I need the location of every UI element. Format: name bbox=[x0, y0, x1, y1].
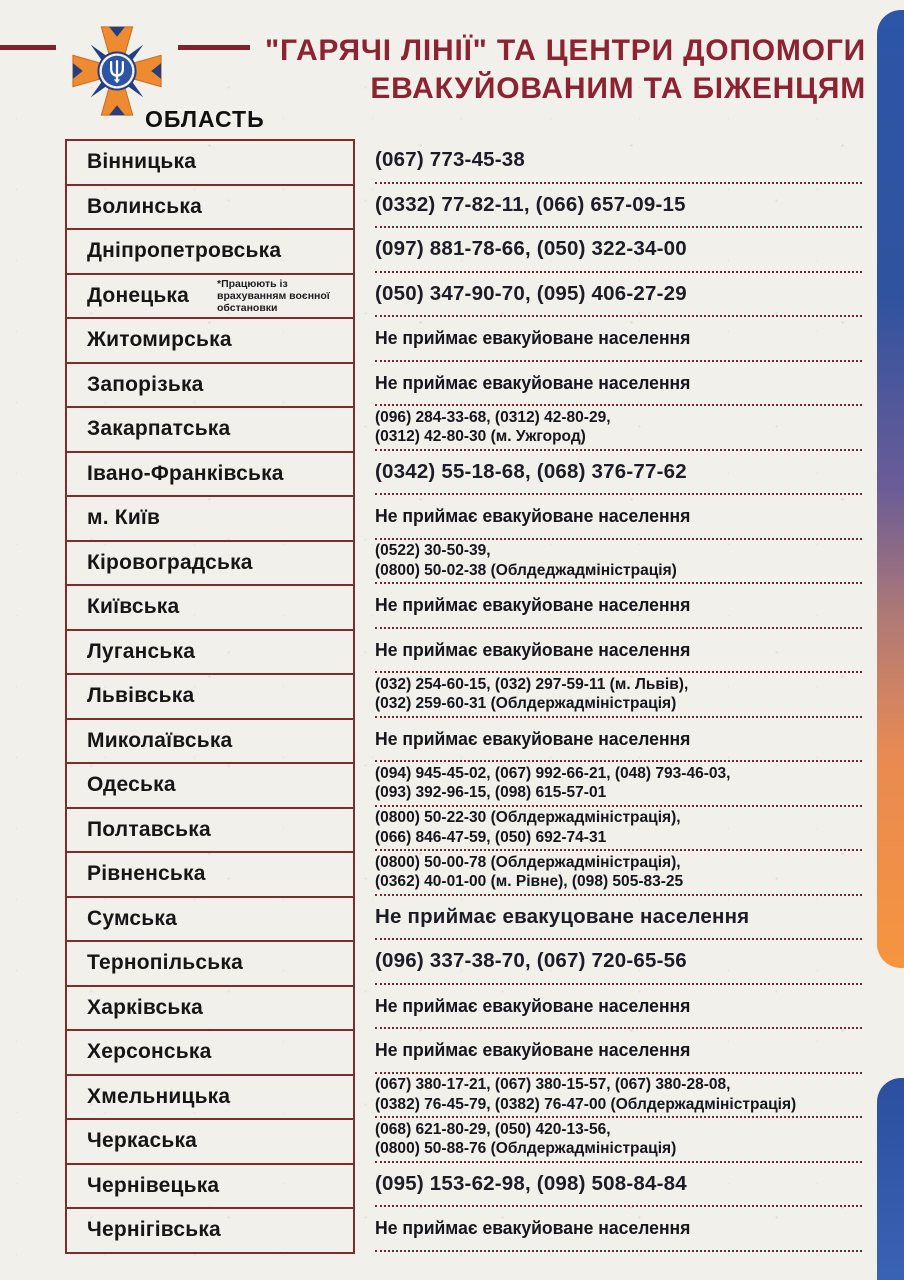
hotline-cell bbox=[375, 985, 862, 1030]
region-name: Дніпропетровська bbox=[87, 239, 282, 263]
right-decor-bar-blue bbox=[877, 1078, 904, 1280]
region-name: Кіровоградська bbox=[87, 550, 253, 574]
hotline-cell bbox=[375, 851, 862, 896]
hotline-cell bbox=[375, 1074, 862, 1119]
hotline-cell bbox=[375, 406, 862, 451]
hotline-line: (067) 773-45-38 bbox=[375, 148, 526, 172]
region-cell bbox=[65, 851, 355, 898]
region-name: Миколаївська bbox=[87, 728, 233, 752]
hotline-cell bbox=[375, 1029, 862, 1074]
hotline-line: (0382) 76-45-79, (0382) 76-47-00 (Облдержадміністрація) bbox=[375, 1095, 797, 1113]
hotline-value bbox=[375, 541, 677, 580]
note-line: *Працюють із bbox=[217, 277, 288, 290]
region-cell bbox=[65, 985, 355, 1032]
hotline-line: (094) 945-45-02, (067) 992-66-21, (048) 793-46-03, bbox=[375, 764, 731, 782]
hotline-cell bbox=[375, 540, 862, 585]
region-name: Запорізька bbox=[87, 372, 204, 396]
hotline-value bbox=[375, 594, 690, 616]
region-cell bbox=[65, 940, 355, 987]
region-cell bbox=[65, 1029, 355, 1076]
hotline-line: (0800) 50-22-30 (Облдержадміністрація), bbox=[375, 809, 681, 827]
hotline-value bbox=[375, 995, 690, 1017]
hotline-value bbox=[375, 1217, 690, 1239]
hotline-value bbox=[375, 327, 690, 349]
hotline-value bbox=[375, 372, 690, 394]
hotline-cell bbox=[375, 139, 862, 184]
hotline-value bbox=[375, 1039, 690, 1061]
region-cell bbox=[65, 584, 355, 631]
note-line: обстановки bbox=[217, 301, 278, 314]
region-cell bbox=[65, 762, 355, 809]
hotline-column bbox=[375, 139, 862, 1252]
hotline-line: Не приймає евакуйоване населення bbox=[375, 327, 691, 349]
region-cell bbox=[65, 1118, 355, 1165]
hotline-line: (096) 284-33-68, (0312) 42-80-29, bbox=[375, 408, 611, 426]
hotline-line: (067) 380-17-21, (067) 380-15-57, (067) 380-28-08, bbox=[375, 1076, 731, 1094]
hotline-line: Не приймає евакуйоване населення bbox=[375, 994, 691, 1016]
region-cell bbox=[65, 139, 355, 186]
region-name: Вінницька bbox=[87, 150, 197, 174]
hotline-value bbox=[375, 1120, 676, 1159]
hotline-value bbox=[375, 675, 688, 714]
hotline-line: Не приймає евакуйоване населення bbox=[375, 638, 691, 660]
region-name: Житомирська bbox=[87, 328, 232, 352]
hotline-cell bbox=[375, 896, 862, 941]
region-name: Сумська bbox=[87, 906, 178, 930]
hotline-line: (066) 846-47-59, (050) 692-74-31 bbox=[375, 828, 607, 846]
hotline-line: (032) 259-60-31 (Облдержадміністрація) bbox=[375, 695, 677, 713]
hotline-cell bbox=[375, 718, 862, 763]
region-name: Волинська bbox=[87, 194, 202, 218]
region-name: Чернівецька bbox=[87, 1173, 220, 1197]
hotline-value bbox=[375, 853, 683, 892]
hotline-cell bbox=[375, 1207, 862, 1252]
hotline-line: (096) 337-38-70, (067) 720-65-56 bbox=[375, 949, 687, 973]
hotline-line: (050) 347-90-70, (095) 406-27-29 bbox=[375, 281, 687, 305]
hotline-line: (0332) 77-82-11, (066) 657-09-15 bbox=[375, 192, 686, 216]
hotline-line: (095) 153-62-98, (098) 508-84-84 bbox=[375, 1171, 687, 1195]
hotline-line: (032) 254-60-15, (032) 297-59-11 (м. Львів), bbox=[375, 675, 689, 693]
region-column bbox=[65, 139, 355, 1254]
region-cell bbox=[65, 1074, 355, 1121]
hotline-line: (0342) 55-18-68, (068) 376-77-62 bbox=[375, 459, 687, 483]
hotline-line: Не приймає евакуйоване населення bbox=[375, 727, 691, 749]
hotline-cell bbox=[375, 762, 862, 807]
hotline-line: Не приймає евакуйоване населення bbox=[375, 371, 691, 393]
hotline-value bbox=[375, 639, 690, 661]
region-name: Чернігівська bbox=[87, 1218, 221, 1242]
hotline-value bbox=[375, 193, 686, 217]
military-situation-note bbox=[217, 278, 357, 314]
hotline-cell bbox=[375, 495, 862, 540]
hotline-cell bbox=[375, 940, 862, 985]
region-cell bbox=[65, 317, 355, 364]
region-cell bbox=[65, 540, 355, 587]
hotline-line: (0800) 50-88-76 (Облдержадміністрація) bbox=[375, 1140, 677, 1158]
hotline-line: Не приймає евакуцоване населення bbox=[375, 904, 750, 928]
hotline-cell bbox=[375, 184, 862, 229]
region-name: Київська bbox=[87, 595, 180, 619]
region-cell bbox=[65, 718, 355, 765]
hotline-cell bbox=[375, 673, 862, 718]
hotline-cell bbox=[375, 317, 862, 362]
hotline-line: Не приймає евакуйоване населення bbox=[375, 505, 691, 527]
page-title bbox=[265, 32, 866, 108]
hotline-line: Не приймає евакуйоване населення bbox=[375, 1217, 691, 1239]
region-cell bbox=[65, 629, 355, 676]
region-cell bbox=[65, 896, 355, 943]
hotline-cell bbox=[375, 228, 862, 273]
hotline-value bbox=[375, 808, 681, 847]
region-name: Донецька bbox=[87, 283, 190, 307]
header-rule-left bbox=[0, 45, 56, 50]
hotline-value bbox=[375, 460, 687, 484]
right-decor-bar-gradient bbox=[877, 10, 904, 968]
hotline-line: (0800) 50-02-38 (Облдеджадміністрація) bbox=[375, 561, 677, 579]
region-name: Тернопільська bbox=[87, 951, 243, 975]
hotline-value bbox=[375, 1075, 796, 1114]
hotline-cell bbox=[375, 1163, 862, 1208]
region-name: Закарпатська bbox=[87, 417, 231, 441]
hotline-value bbox=[375, 408, 611, 447]
region-name: Черкаська bbox=[87, 1129, 198, 1153]
title-line-1: "ГАРЯЧІ ЛІНІЇ" ТА ЦЕНТРИ ДОПОМОГИ bbox=[265, 34, 866, 67]
region-name: Херсонська bbox=[87, 1040, 212, 1064]
hotline-line: (093) 392-96-15, (098) 615-57-01 bbox=[375, 784, 607, 802]
region-cell bbox=[65, 184, 355, 231]
region-name: Луганська bbox=[87, 639, 196, 663]
region-name: Полтавська bbox=[87, 817, 211, 841]
hotline-cell bbox=[375, 451, 862, 496]
hotline-cell bbox=[375, 584, 862, 629]
hotline-value bbox=[375, 905, 749, 929]
hotline-line: (068) 621-80-29, (050) 420-13-56, bbox=[375, 1120, 611, 1138]
hotline-cell bbox=[375, 807, 862, 852]
hotline-value bbox=[375, 728, 690, 750]
region-cell bbox=[65, 406, 355, 453]
region-cell bbox=[65, 228, 355, 275]
region-cell bbox=[65, 362, 355, 409]
region-name: Харківська bbox=[87, 995, 204, 1019]
region-name: Рівненська bbox=[87, 862, 206, 886]
hotline-value bbox=[375, 505, 690, 527]
hotline-value bbox=[375, 237, 687, 261]
region-column-header: ОБЛАСТЬ bbox=[145, 106, 265, 132]
hotline-cell bbox=[375, 273, 862, 318]
header-rule-right bbox=[178, 45, 250, 50]
hotline-cell bbox=[375, 629, 862, 674]
region-cell bbox=[65, 1163, 355, 1210]
title-line-2: ЕВАКУЙОВАНИМ ТА БІЖЕНЦЯМ bbox=[370, 72, 866, 105]
note-line: врахуванням воєнної bbox=[217, 289, 330, 302]
region-cell bbox=[65, 673, 355, 720]
hotline-value bbox=[375, 764, 730, 803]
hotline-value bbox=[375, 949, 687, 973]
hotline-line: Не приймає евакуйоване населення bbox=[375, 594, 691, 616]
region-name: Івано-Франківська bbox=[87, 461, 284, 485]
region-name: Одеська bbox=[87, 773, 176, 797]
hotline-cell bbox=[375, 362, 862, 407]
region-cell bbox=[65, 1207, 355, 1254]
hotline-line: (0800) 50-00-78 (Облдержадміністрація), bbox=[375, 853, 681, 871]
hotline-value bbox=[375, 282, 687, 306]
region-name: Хмельницька bbox=[87, 1084, 231, 1108]
hotline-line: (0522) 30-50-39, bbox=[375, 542, 491, 560]
hotline-line: Не приймає евакуйоване населення bbox=[375, 1039, 691, 1061]
hotline-line: (0312) 42-80-30 (м. Ужгород) bbox=[375, 428, 586, 446]
hotline-line: (097) 881-78-66, (050) 322-34-00 bbox=[375, 237, 687, 261]
hotline-value bbox=[375, 1172, 687, 1196]
hotline-value bbox=[375, 148, 525, 172]
region-cell bbox=[65, 495, 355, 542]
hotline-cell bbox=[375, 1118, 862, 1163]
hotline-line: (0362) 40-01-00 (м. Рівне), (098) 505-83-25 bbox=[375, 873, 684, 891]
region-cell bbox=[65, 451, 355, 498]
region-name: Львівська bbox=[87, 684, 195, 708]
region-cell bbox=[65, 273, 355, 320]
region-cell bbox=[65, 807, 355, 854]
region-name: м. Київ bbox=[87, 506, 161, 530]
